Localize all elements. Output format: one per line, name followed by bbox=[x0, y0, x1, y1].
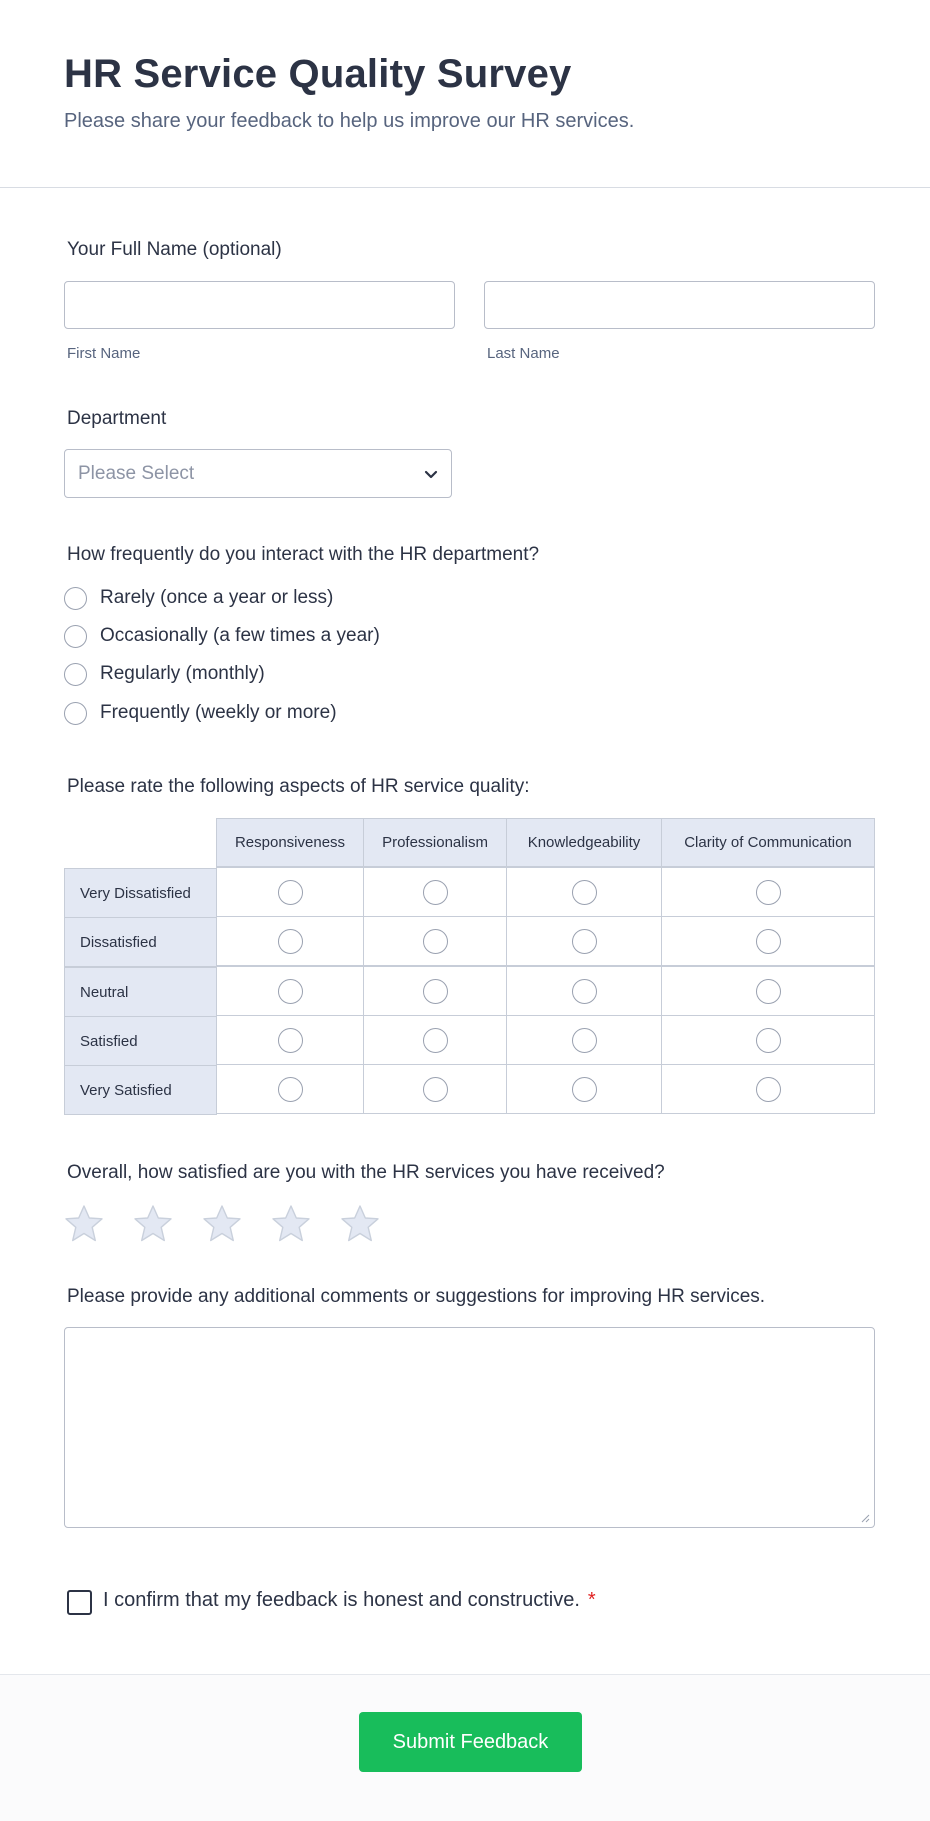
comments-label: Please provide any additional comments or suggestions for improving HR services. bbox=[67, 1286, 766, 1307]
matrix-radio[interactable] bbox=[278, 880, 303, 905]
matrix-column-header: Clarity of Communication bbox=[661, 818, 875, 867]
matrix-cell bbox=[363, 867, 507, 917]
radio-button[interactable] bbox=[64, 663, 87, 686]
overall-question: Overall, how satisfied are you with the HR services you have received? bbox=[67, 1162, 665, 1183]
matrix-cell bbox=[363, 1064, 507, 1114]
form-header bbox=[0, 0, 930, 188]
matrix-cell bbox=[661, 1064, 875, 1114]
department-select[interactable] bbox=[64, 449, 452, 498]
matrix-radio[interactable] bbox=[278, 929, 303, 954]
matrix-cell bbox=[216, 916, 364, 966]
frequency-option[interactable] bbox=[64, 585, 333, 611]
star-icon[interactable] bbox=[202, 1204, 242, 1244]
page-title: HR Service Quality Survey bbox=[64, 52, 572, 96]
frequency-option-label: Rarely (once a year or less) bbox=[100, 587, 334, 608]
radio-button[interactable] bbox=[64, 702, 87, 725]
matrix-radio[interactable] bbox=[756, 1077, 781, 1102]
matrix-cell bbox=[661, 867, 875, 917]
matrix-radio[interactable] bbox=[572, 1028, 597, 1053]
matrix-radio[interactable] bbox=[756, 1028, 781, 1053]
star-icon[interactable] bbox=[133, 1204, 173, 1244]
star-icon[interactable] bbox=[340, 1204, 380, 1244]
matrix-cell bbox=[506, 1064, 662, 1114]
confirm-label-text: I confirm that my feedback is honest and constructive. bbox=[103, 1589, 580, 1611]
matrix-radio[interactable] bbox=[572, 880, 597, 905]
frequency-option-label: Regularly (monthly) bbox=[100, 663, 265, 684]
matrix-row-label: Neutral bbox=[64, 967, 217, 1017]
resize-grip-icon[interactable] bbox=[860, 1513, 870, 1523]
matrix-radio[interactable] bbox=[278, 979, 303, 1004]
matrix-column-header: Knowledgeability bbox=[506, 818, 662, 867]
matrix-radio[interactable] bbox=[572, 929, 597, 954]
matrix-radio[interactable] bbox=[278, 1077, 303, 1102]
frequency-question: How frequently do you interact with the HR department? bbox=[67, 544, 540, 565]
matrix-cell bbox=[216, 1015, 364, 1065]
page-subtitle: Please share your feedback to help us improve our HR services. bbox=[64, 110, 635, 132]
star-rating bbox=[64, 1204, 409, 1244]
frequency-option[interactable] bbox=[64, 700, 337, 726]
matrix-cell bbox=[216, 966, 364, 1016]
matrix-radio[interactable] bbox=[278, 1028, 303, 1053]
frequency-option-label: Occasionally (a few times a year) bbox=[100, 625, 380, 646]
star-icon[interactable] bbox=[64, 1204, 104, 1244]
matrix-radio[interactable] bbox=[423, 1077, 448, 1102]
matrix-cell bbox=[661, 966, 875, 1016]
matrix-radio[interactable] bbox=[423, 1028, 448, 1053]
chevron-down-icon bbox=[423, 466, 439, 482]
matrix-column-header: Responsiveness bbox=[216, 818, 364, 867]
matrix-radio[interactable] bbox=[423, 929, 448, 954]
department-label: Department bbox=[67, 408, 167, 429]
confirm-checkbox[interactable] bbox=[67, 1590, 92, 1615]
matrix-cell bbox=[506, 916, 662, 966]
matrix-cell bbox=[363, 916, 507, 966]
matrix-cell bbox=[661, 1015, 875, 1065]
matrix-row-label: Satisfied bbox=[64, 1016, 217, 1066]
matrix-radio[interactable] bbox=[572, 1077, 597, 1102]
frequency-option-label: Frequently (weekly or more) bbox=[100, 702, 337, 723]
matrix-radio[interactable] bbox=[572, 979, 597, 1004]
matrix-radio[interactable] bbox=[756, 880, 781, 905]
matrix-cell bbox=[506, 867, 662, 917]
matrix-cell bbox=[216, 867, 364, 917]
submit-button[interactable]: Submit Feedback bbox=[359, 1712, 582, 1772]
matrix-cell bbox=[506, 966, 662, 1016]
star-icon[interactable] bbox=[271, 1204, 311, 1244]
matrix-radio[interactable] bbox=[756, 929, 781, 954]
matrix-radio[interactable] bbox=[423, 979, 448, 1004]
confirm-label bbox=[103, 1589, 596, 1612]
matrix-column-header: Professionalism bbox=[363, 818, 507, 867]
rating-matrix bbox=[64, 818, 875, 1116]
matrix-row-label: Very Satisfied bbox=[64, 1065, 217, 1115]
matrix-cell bbox=[661, 916, 875, 966]
department-placeholder: Please Select bbox=[78, 463, 195, 484]
matrix-cell bbox=[363, 1015, 507, 1065]
matrix-cell bbox=[506, 1015, 662, 1065]
rating-question: Please rate the following aspects of HR service quality: bbox=[67, 776, 530, 797]
matrix-radio[interactable] bbox=[756, 979, 781, 1004]
frequency-option[interactable] bbox=[64, 623, 380, 649]
radio-button[interactable] bbox=[64, 587, 87, 610]
last-name-sublabel: Last Name bbox=[487, 345, 560, 362]
matrix-row-label: Very Dissatisfied bbox=[64, 868, 217, 918]
radio-button[interactable] bbox=[64, 625, 87, 648]
full-name-label: Your Full Name (optional) bbox=[67, 239, 282, 260]
first-name-sublabel: First Name bbox=[67, 345, 141, 362]
matrix-cell bbox=[216, 1064, 364, 1114]
frequency-option[interactable] bbox=[64, 661, 265, 687]
required-asterisk: * bbox=[587, 1589, 596, 1611]
first-name-input[interactable] bbox=[64, 281, 455, 329]
comments-textarea[interactable] bbox=[64, 1327, 875, 1528]
last-name-input[interactable] bbox=[484, 281, 875, 329]
matrix-row-label: Dissatisfied bbox=[64, 917, 217, 967]
matrix-cell bbox=[363, 966, 507, 1016]
matrix-radio[interactable] bbox=[423, 880, 448, 905]
